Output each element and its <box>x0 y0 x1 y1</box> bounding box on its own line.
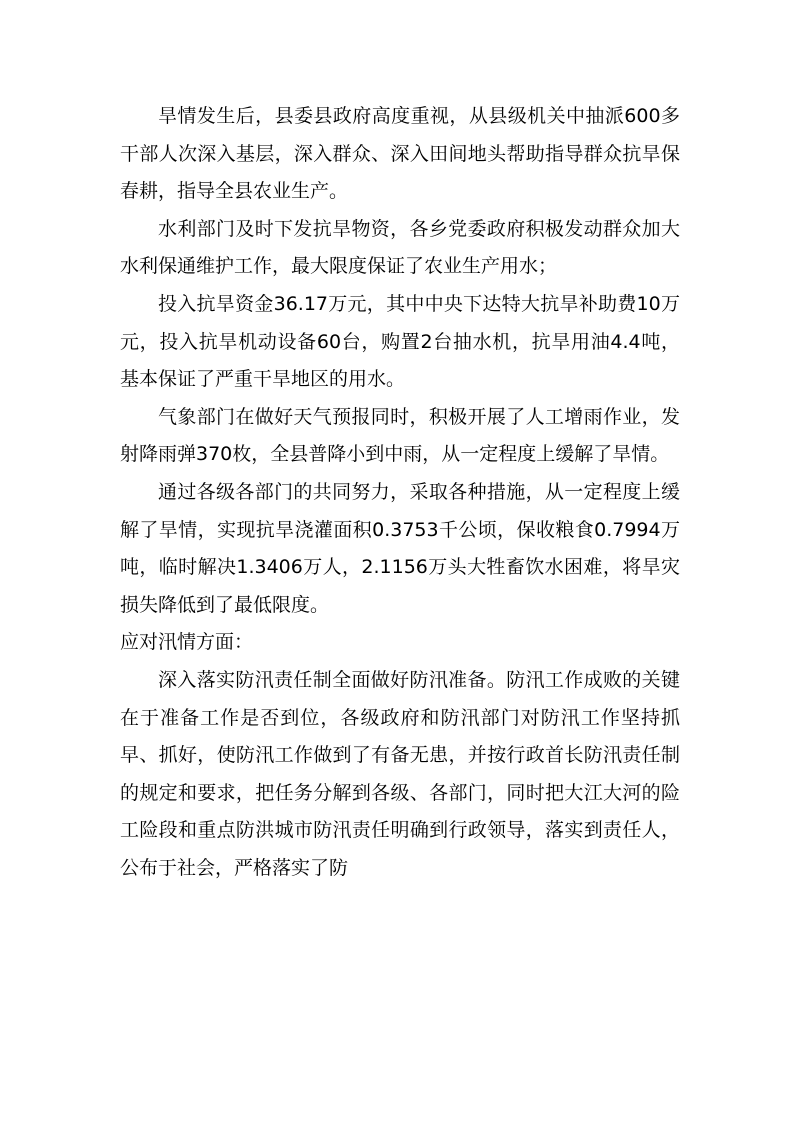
paragraph-drought-response: 旱情发生后，县委县政府高度重视，从县级机关中抽派600多干部人次深入基层，深入群众、深入田间地头帮助指导群众抗旱保春耕，指导全县农业生产。 <box>120 105 680 203</box>
paragraph-drought-results: 通过各级各部门的共同努力，采取各种措施，从一定程度上缓解了旱情，实现抗旱浇灌面积0.3753千公顷，保收粮食0.7994万吨，临时解决1.3406万人，2.1156万头大牲畜饮水困难，将旱灾损失降低到了最低限度。 <box>120 480 680 616</box>
section-heading-flood: 应对汛情方面： <box>120 631 254 654</box>
document-body <box>120 98 680 887</box>
paragraph-flood-responsibility: 深入落实防汛责任制全面做好防汛准备。防汛工作成败的关键在于准备工作是否到位，各级政府和防汛部门对防汛工作坚持抓早、抓好，使防汛工作做到了有备无患，并按行政首长防汛责任制的规定和要求，把任务分解到各级、各部门，同时把大江大河的险工险段和重点防洪城市防汛责任明确到行政领导，落实到责任人，公布于社会，严格落实了防 <box>120 668 680 879</box>
paragraph-water-conservancy: 水利部门及时下发抗旱物资，各乡党委政府积极发动群众加大水利保通维护工作，最大限度保证了农业生产用水； <box>120 217 680 278</box>
paragraph-weather-modification: 气象部门在做好天气预报同时，积极开展了人工增雨作业，发射降雨弹370枚，全县普降小到中雨，从一定程度上缓解了旱情。 <box>120 405 680 466</box>
paragraph-drought-funding: 投入抗旱资金36.17万元，其中中央下达特大抗旱补助费10万元，投入抗旱机动设备60台，购置2台抽水机，抗旱用油4.4吨，基本保证了严重干旱地区的用水。 <box>120 292 680 391</box>
